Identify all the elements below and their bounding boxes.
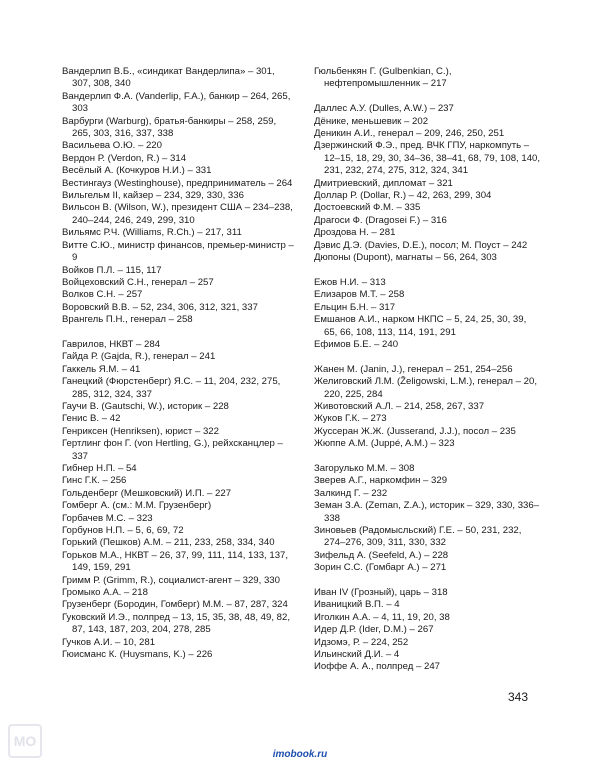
- index-entry: Гримм Р. (Grimm, R.), социалист-агент – 329, 330: [62, 574, 280, 586]
- index-entry: Горбачев М.С. – 323: [62, 512, 153, 524]
- index-entry: Войцеховский С.Н., генерал – 257: [62, 276, 214, 288]
- index-entry: Даллес А.У. (Dulles, A.W.) – 237: [314, 103, 454, 115]
- index-entry: Деникин А.И., генерал – 209, 246, 250, 251: [314, 128, 505, 140]
- index-entry: Дёнике, меньшевик – 202: [314, 115, 429, 127]
- index-entry: Ельцин Б.Н. – 317: [314, 301, 396, 313]
- index-entry: Идер Д.Р. (Ider, D.M.) – 267: [314, 624, 434, 636]
- index-entry: Вандерлип В.Б., «синдикат Вандерлипа» – 301, 307, 308, 340: [62, 66, 275, 90]
- page-number: 343: [508, 690, 529, 704]
- letter-group-gap: [314, 91, 542, 103]
- index-entry: Иваницкий В.П. – 4: [314, 599, 400, 611]
- index-entry: Вильсон В. (Wilson, W.), президент США – 234–238, 240–244, 246, 249, 299, 310: [62, 202, 293, 226]
- index-entry: Идзомэ, Р. – 224, 252: [314, 636, 409, 648]
- index-entry: Желиговский Л.М. (Želigowski, L.M.), генерал – 20, 220, 225, 284: [314, 376, 538, 400]
- index-entry: Гомберг А. (см.: М.М. Грузенберг): [62, 500, 212, 512]
- index-entry: Зифельд А. (Seefeld, A.) – 228: [314, 549, 449, 561]
- index-entry: Вердон Р. (Verdon, R.) – 314: [62, 152, 187, 164]
- index-entry: Емшанов А.И., нарком НКПС – 5, 24, 25, 30, 39, 65, 66, 108, 113, 114, 191, 291: [314, 314, 527, 338]
- index-entry: Зверев А.Г., наркомфин – 329: [314, 475, 448, 487]
- index-entry: Витте С.Ю., министр финансов, премьер-министр – 9: [62, 239, 294, 264]
- index-entry: Залкинд Г. – 232: [314, 487, 388, 499]
- index-entry: Драгоси Ф. (Dragosei F.) – 316: [314, 214, 447, 226]
- index-entry: Войков П.Л. – 115, 117: [62, 264, 162, 276]
- index-entry: Вандерлип Ф.А. (Vanderlip, F.A.), банкир – 264, 265, 303: [62, 90, 291, 115]
- index-entry: Врангель П.Н., генерал – 258: [62, 314, 193, 326]
- index-entry: Дэвис Д.Э. (Davies, D.E.), посол; М. Поуст – 242: [314, 239, 528, 251]
- index-entry: Ильинский Д.И. – 4: [314, 649, 400, 661]
- index-entry: Иголкин А.А. – 4, 11, 19, 20, 38: [314, 611, 450, 623]
- index-right-column: [314, 66, 542, 674]
- index-entry: Земан З.А. (Zeman, Z.A.), историк – 329, 330, 336–338: [314, 500, 540, 524]
- index-entry: Гаврилов, НКВТ – 284: [62, 338, 161, 350]
- index-entry: Варбурги (Warburg), братья-банкиры – 258, 259, 265, 303, 316, 337, 338: [62, 115, 277, 140]
- index-entry: Гольденберг (Мешковский) И.П. – 227: [62, 487, 232, 499]
- watermark-logo: МО: [8, 724, 42, 758]
- index-entry: Жуссеран Ж.Ж. (Jusserand, J.J.), посол – 235: [314, 425, 516, 437]
- index-entry: Дмитриевский, дипломат – 321: [314, 177, 453, 189]
- index-entry: Весёлый А. (Кочкуров Н.И.) – 331: [62, 165, 212, 177]
- index-entry: Жюппе А.М. (Juppé, A.M.) – 323: [314, 438, 455, 450]
- index-entry: Елизаров М.Т. – 258: [314, 289, 405, 301]
- index-entry: Гибнер Н.П. – 54: [62, 462, 137, 474]
- index-entry: Загорулько М.М. – 308: [314, 462, 415, 474]
- index-entry: Гюисманс К. (Huysmans, K.) – 226: [62, 649, 213, 661]
- index-entry: Грузенберг (Бородин, Гомберг) М.М. – 87, 287, 324: [62, 599, 288, 611]
- index-entry: Громыко А.А. – 218: [62, 587, 148, 599]
- index-entry: Жуков Г.К. – 273: [314, 413, 387, 425]
- index-entry: Зорин С.С. (Гомбарг А.) – 271: [314, 562, 447, 574]
- index-entry: Воровский В.В. – 52, 234, 306, 312, 321, 337: [62, 301, 258, 313]
- index-entry: Иван IV (Грозный), царь – 318: [314, 586, 448, 598]
- index-entry: Гертлинг фон Г. (von Hertling, G.), рейхсканцлер – 337: [62, 438, 283, 462]
- index-entry: Горьков М.А., НКВТ – 26, 37, 99, 111, 114, 133, 137, 149, 159, 291: [62, 549, 289, 574]
- index-entry: Гаучи В. (Gautschi, W.), историк – 228: [62, 400, 229, 412]
- letter-group-gap: [314, 351, 542, 363]
- index-entry: Волков С.Н. – 257: [62, 289, 143, 301]
- index-entry: Гаккель Я.М. – 41: [62, 363, 141, 375]
- index-left-column: [62, 66, 294, 661]
- index-entry: Вильямс Р.Ч. (Williams, R.Ch.) – 217, 311: [62, 227, 242, 239]
- index-entry: Горбунов Н.П. – 5, 6, 69, 72: [62, 525, 184, 537]
- index-entry: Зиновьев (Радомысльский) Г.Е. – 50, 231, 232, 274–276, 309, 311, 330, 332: [314, 524, 522, 549]
- index-entry: Горький (Пешков) А.М. – 211, 233, 258, 334, 340: [62, 537, 275, 549]
- index-entry: Васильева О.Ю. – 220: [62, 140, 162, 152]
- index-entry: Гюльбенкян Г. (Gulbenkian, C.), нефтепромышленник – 217: [314, 66, 452, 90]
- letter-group-gap: [314, 575, 542, 587]
- index-entry: Гуковский И.Э., полпред – 13, 15, 35, 38, 48, 49, 82, 87, 143, 187, 203, 204, 278, 285: [62, 611, 290, 636]
- index-entry: Ежов Н.И. – 313: [314, 276, 386, 288]
- index-entry: Иоффе А. А., полпред – 247: [314, 661, 440, 673]
- letter-group-gap: [62, 327, 294, 339]
- letter-group-gap: [314, 264, 542, 276]
- index-entry: Ганецкий (Фюрстенберг) Я.С. – 11, 204, 232, 275, 285, 312, 324, 337: [62, 376, 281, 400]
- index-entry: Генриксен (Henriksen), юрист – 322: [62, 425, 219, 437]
- index-entry: Дроздова Н. – 281: [314, 227, 396, 239]
- index-entry: Гучков А.И. – 10, 281: [62, 636, 156, 648]
- index-entry: Жанен М. (Janin, J.), генерал – 251, 254–256: [314, 363, 513, 375]
- index-entry: Доллар Р. (Dollar, R.) – 42, 263, 299, 304: [314, 190, 492, 202]
- index-entry: Вестингауз (Westinghouse), предприниматель – 264: [62, 177, 293, 189]
- index-entry: Ефимов Б.Е. – 240: [314, 338, 399, 350]
- footer-url[interactable]: imobook.ru: [272, 749, 328, 760]
- index-entry: Достоевский Ф.М. – 335: [314, 202, 421, 214]
- index-entry: Дзержинский Ф.Э., пред. ВЧК ГПУ, наркомпуть – 12–15, 18, 29, 30, 34–36, 38–41, 68, 79, 108, 140, 231, 232, 274, 275, 312, 324, 341: [314, 140, 541, 177]
- letter-group-gap: [314, 451, 542, 463]
- index-entry: Вильгельм II, кайзер – 234, 329, 330, 336: [62, 190, 244, 202]
- index-entry: Дюпоны (Dupont), магнаты – 56, 264, 303: [314, 252, 497, 264]
- index-entry: Генис В. – 42: [62, 413, 121, 425]
- index-entry: Гайда Р. (Gajda, R.), генерал – 241: [62, 351, 216, 363]
- index-entry: Животовский А.Л. – 214, 258, 267, 337: [314, 400, 485, 412]
- index-entry: Гинс Г.К. – 256: [62, 475, 127, 487]
